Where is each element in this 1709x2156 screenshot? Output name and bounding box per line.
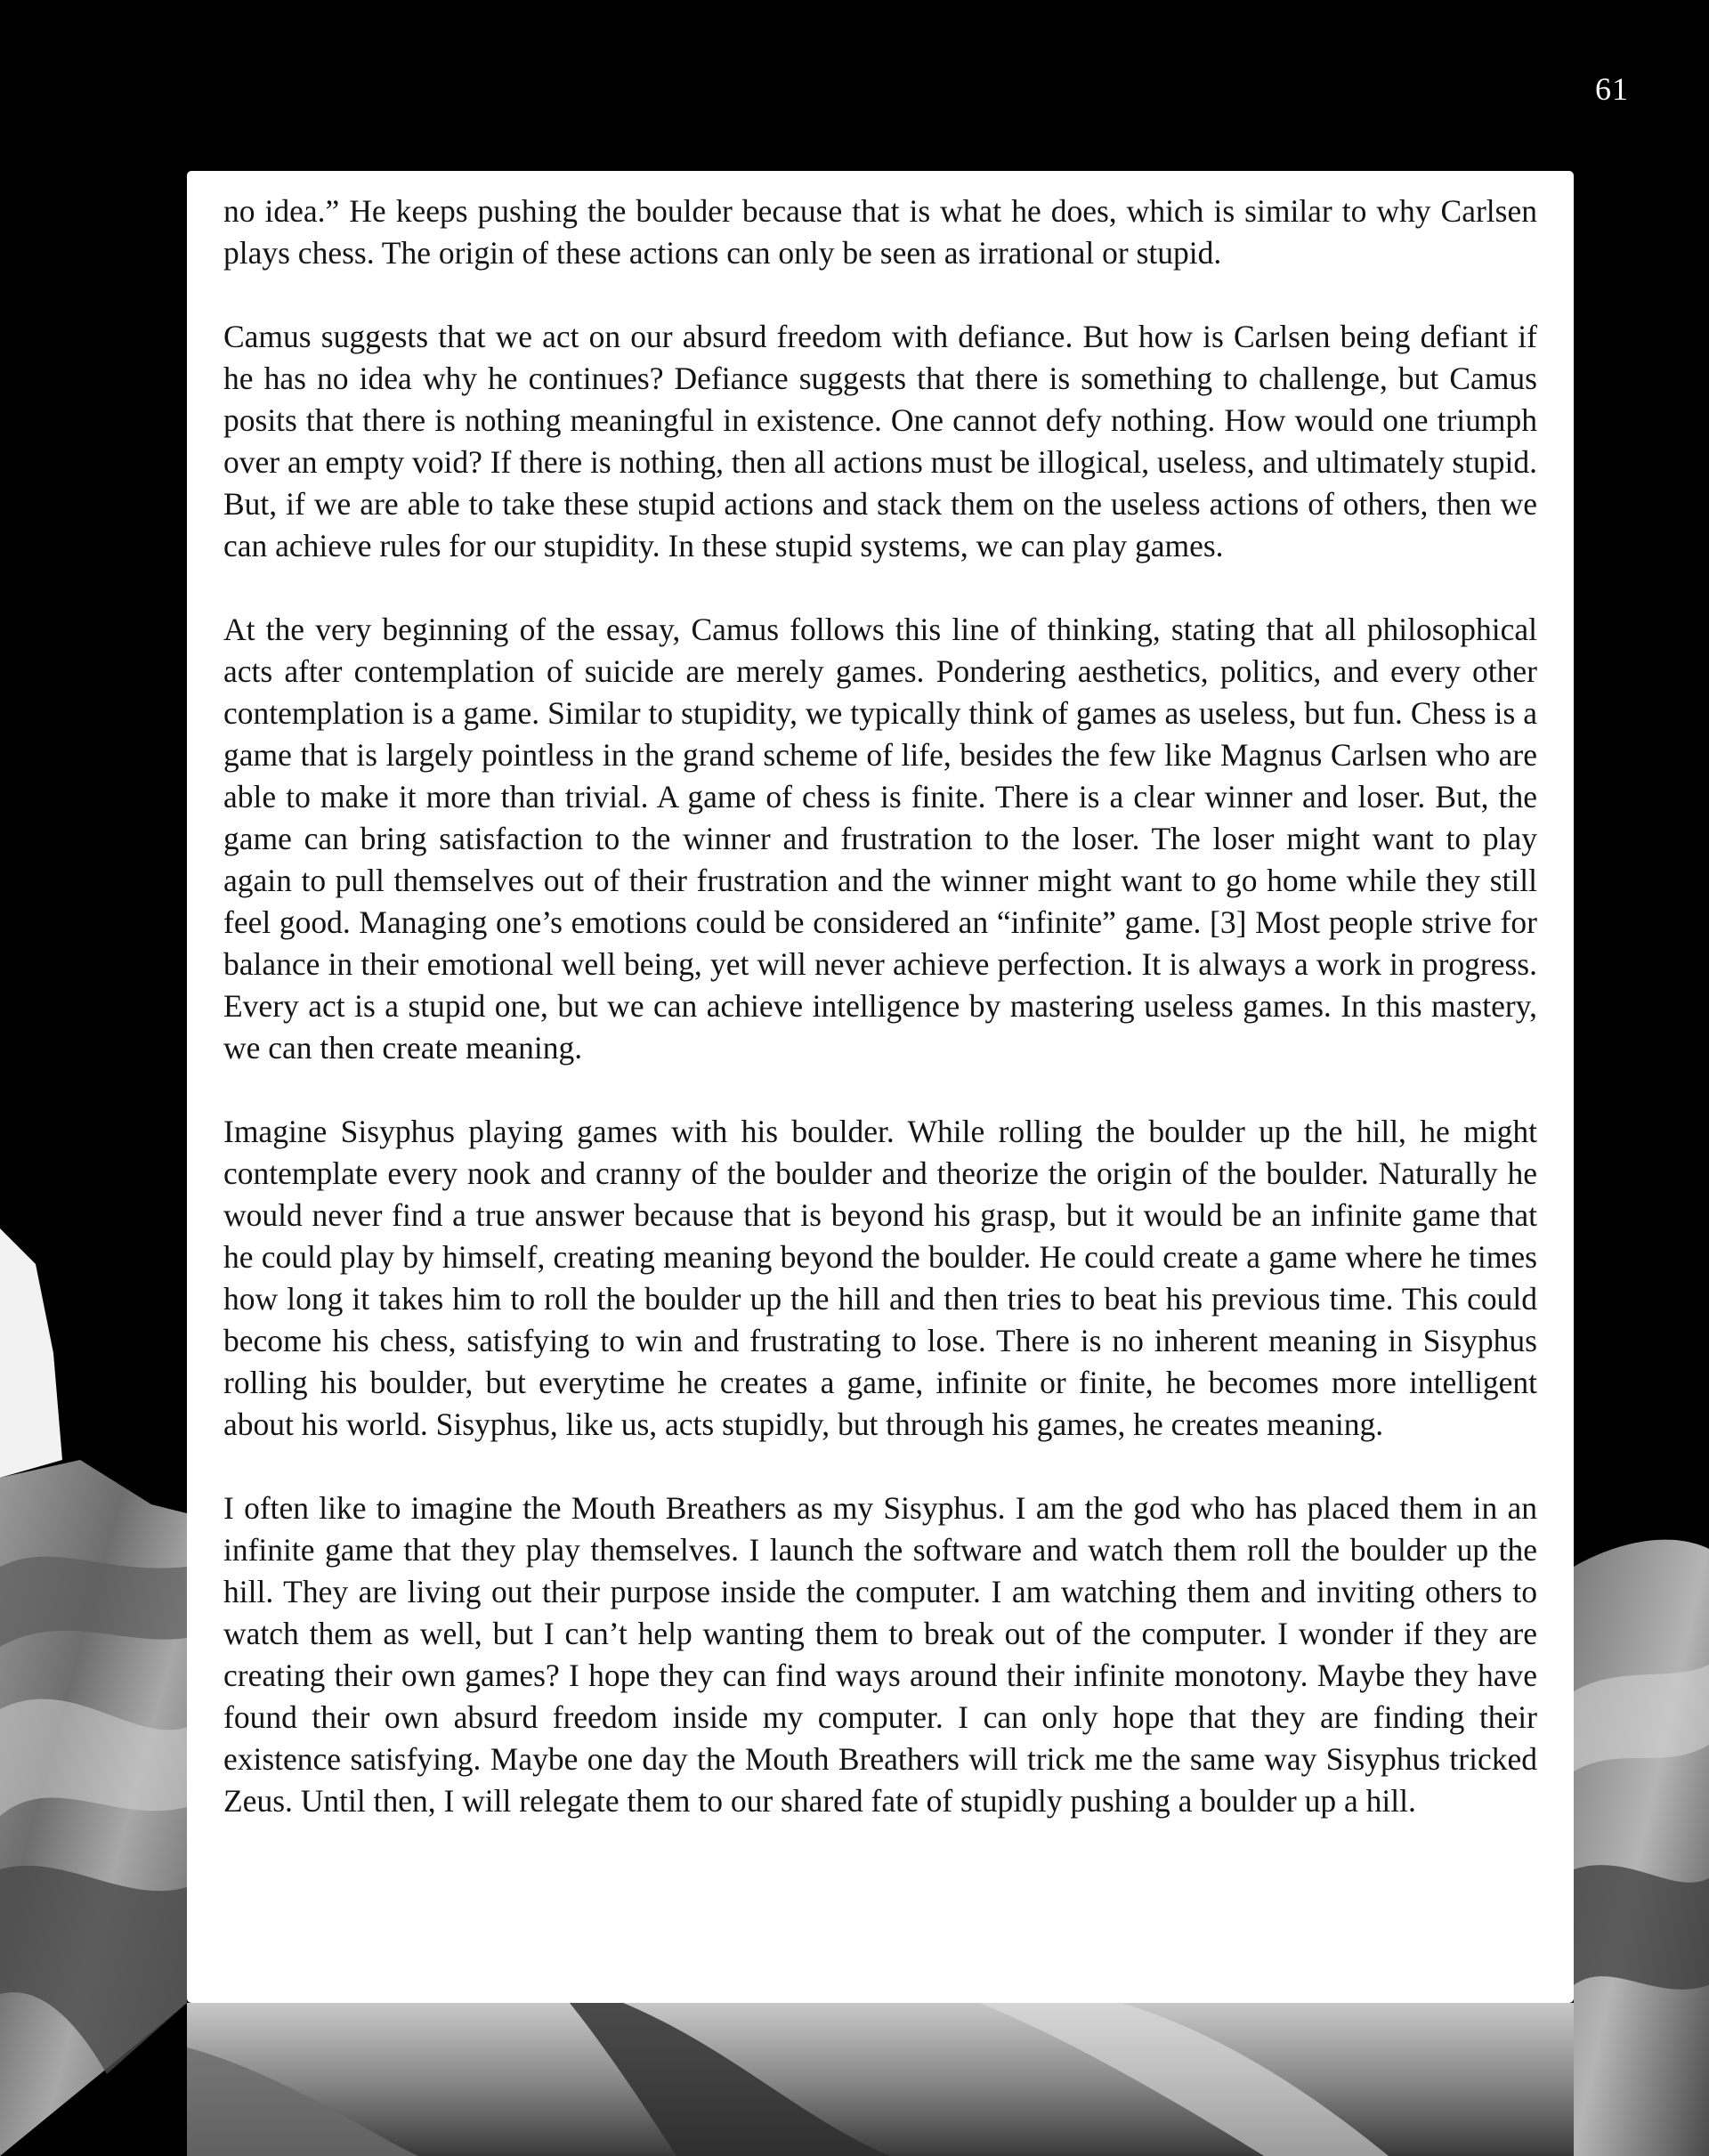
paragraph: no idea.” He keeps pushing the boulder because that is what he does, which is similar to why Carlsen plays chess. The origin of these actions can only be seen as irrational or stupid. xyxy=(223,193,1537,271)
text-panel xyxy=(187,171,1574,2003)
right-cloth-shape xyxy=(1574,1540,1709,2156)
bottom-cloth-shape xyxy=(187,2003,1574,2156)
paragraph: I often like to imagine the Mouth Breathers as my Sisyphus. I am the god who has placed them in an infinite game that they play themselves. I launch the software and watch them roll the boulder up the hill. They are living out their purpose inside the computer. I am watching them and inviting others to watch them as well, but I can’t help wanting them to break out of the computer. I wonder if they are creating their own games? I hope they can find ways around their infinite monotony. Maybe they have found their own absurd freedom inside my computer. I can only hope that they are finding their existence satisfying. Maybe one day the Mouth Breathers will trick me the same way Sisyphus tricked Zeus. Until then, I will relegate them to our shared fate of stupidly pushing a boulder up a hill. xyxy=(223,1490,1537,1819)
paragraph: At the very beginning of the essay, Camus follows this line of thinking, stating that all philosophical acts after contemplation of suicide are merely games. Pondering aesthetics, politics, and every other contemplation is a game. Similar to stupidity, we typically think of games as useless, but fun. Chess is a game that is largely pointless in the grand scheme of life, besides the few like Magnus Carlsen who are able to make it more than trivial. A game of chess is finite. There is a clear winner and loser. But, the game can bring satisfaction to the winner and frustration to the loser. The loser might want to play again to pull themselves out of their frustration and the winner might want to go home while they still feel good. Managing one’s emotions could be considered an “infinite” game. [3] Most people strive for balance in their emotional well being, yet will never achieve perfection. It is always a work in progress. Every act is a stupid one, but we can achieve intelligence by mastering useless games. In this mastery, we can then create meaning. xyxy=(223,612,1537,1066)
paragraph: Camus suggests that we act on our absurd freedom with defiance. But how is Carlsen being defiant if he has no idea why he continues? Defiance suggests that there is something to challenge, but Camus posits that there is nothing meaningful in existence. One cannot defy nothing. How would one triumph over an empty void? If there is nothing, then all actions must be illogical, useless, and ultimately stupid. But, if we are able to take these stupid actions and stack them on the useless actions of others, then we can achieve rules for our stupidity. In these stupid systems, we can play games. xyxy=(223,319,1537,563)
paragraph: Imagine Sisyphus playing games with his boulder. While rolling the boulder up the hill, he might contemplate every nook and cranny of the boulder and theorize the origin of the boulder. Naturally he would never find a true answer because that is beyond his grasp, but it would be an infinite game that he could play by himself, creating meaning beyond the boulder. He could create a game where he times how long it takes him to roll the boulder up the hill and then tries to beat his previous time. This could become his chess, satisfying to win and frustrating to lose. There is no inherent meaning in Sisyphus rolling his boulder, but everytime he creates a game, infinite or finite, he becomes more intelligent about his world. Sisyphus, like us, acts stupidly, but through his games, he creates meaning. xyxy=(223,1114,1537,1442)
page-number: 61 xyxy=(1595,71,1629,107)
